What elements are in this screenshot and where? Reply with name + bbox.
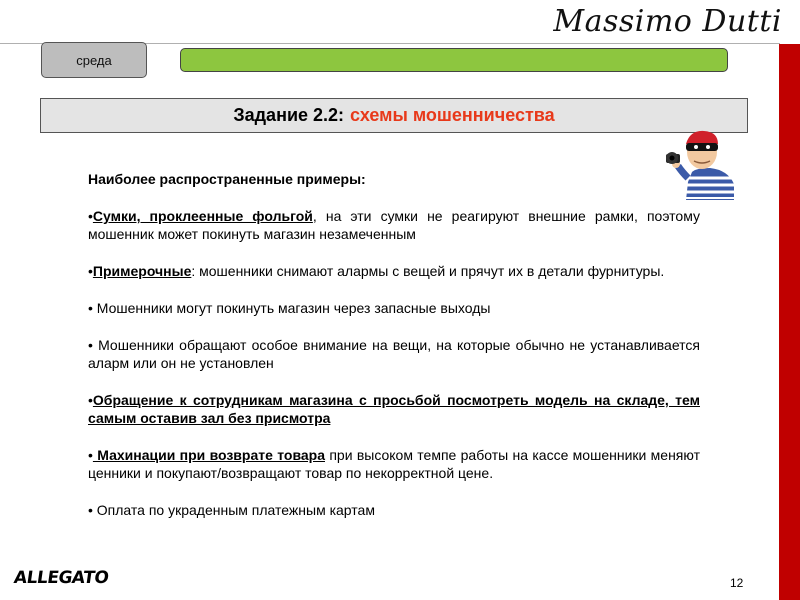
slide-content [88, 170, 700, 538]
bullet-text: Мошенники обращают особое внимание на вещи, на которые обычно не устанавливается аларм или он не установлен [88, 337, 700, 371]
list-item: • Оплата по украденным платежным картам [88, 502, 375, 518]
list-item: •Сумки, проклеенные фольгой, на эти сумки не реагируют внешние рамки, поэтому мошенник может покинуть магазин незамеченным [88, 208, 700, 242]
bullet-bold: Обращение к сотрудникам магазина с просьбой посмотреть модель на складе, тем самым оставив зал без присмотра [88, 392, 700, 426]
allegato-logo: ALLEGATO [12, 568, 110, 588]
bullet-text: при высоком темпе работы на кассе мошенники меняют ценники и покупают/возвращают товар по некорректной цене. [88, 447, 700, 481]
list-item: • Мошенники могут покинуть магазин через запасные выходы [88, 300, 491, 316]
bullet-bold: Примерочные [92, 263, 192, 279]
env-tab[interactable] [41, 42, 147, 78]
bullet-text: : мошенники снимают алармы с вещей и прячут их в детали фурнитуры. [191, 263, 665, 279]
bullet-text: Мошенники могут покинуть магазин через запасные выходы [92, 300, 491, 316]
list-item: •Примерочные: мошенники снимают алармы с вещей и прячут их в детали фурнитуры. [88, 263, 665, 279]
list-item: • Махинации при возврате товара при высоком темпе работы на кассе мошенники меняют ценники и покупают/возвращают товар по некорректной цене. [88, 447, 700, 481]
slide-title-prefix: Задание 2.2: [233, 105, 345, 125]
page-number: 12 [730, 576, 744, 590]
list-item: •Обращение к сотрудникам магазина с просьбой посмотреть модель на складе, тем самым оставив зал без присмотра [88, 392, 700, 426]
intro-text: Наиболее распространенные примеры: [88, 171, 366, 187]
green-progress-bar [180, 48, 728, 72]
bullet-bold: Махинации при возврате товара [92, 447, 325, 463]
list-item: • Мошенники обращают особое внимание на вещи, на которые обычно не устанавливается аларм или он не установлен [88, 337, 700, 371]
massimo-dutti-logo: Massimo Dutti [553, 4, 782, 39]
bullet-text: , на эти сумки не реагируют внешние рамки, поэтому мошенник может покинуть магазин незамеченным [88, 208, 700, 242]
slide-title [40, 98, 748, 133]
env-tab-label: среда [76, 52, 112, 68]
right-red-bar [779, 44, 800, 600]
bullet-text: Оплата по украденным платежным картам [92, 502, 375, 518]
slide-title-accent: схемы мошенничества [350, 105, 555, 125]
bullet-bold: Сумки, проклеенные фольгой [92, 208, 313, 224]
